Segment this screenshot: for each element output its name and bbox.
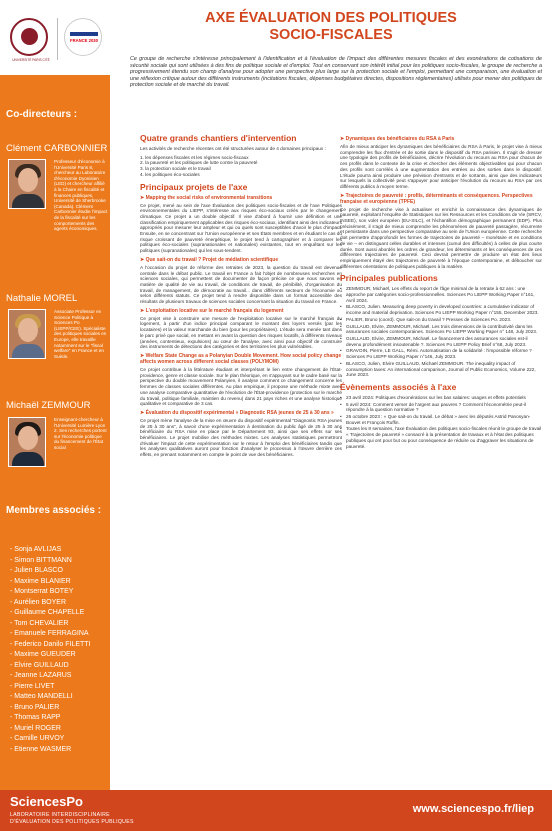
member-item: - Sonja AVLIJAS: [10, 545, 91, 556]
member-item: - Maxime GUEUDER: [10, 650, 91, 661]
publications-list: [340, 286, 542, 378]
project-title: ➤ Mapping the social risks of environmental transitions: [140, 195, 342, 201]
logo-divider: [57, 18, 58, 60]
member-item: - Bruno PALIER: [10, 703, 91, 714]
member-item: - Guillaume CHAPELLE: [10, 608, 91, 619]
project-text: Afin de mieux anticiper les dynamiques des bénéficiaires du RSA à Paris, le projet vise à mieux comprendre les flux d'entrée et de sortie dans le dispositif du RSA parisien. Il s'agit de dresser une typologie des profils de bénéficiaires, décrire l'évolution du recours au RSA pour chacun de ces profils dans le contexte de la crise et chercher des éléments objectivables qui pour chacun des profils sont corrélés à une augmentation des entrées ou des sorties dans le dispositif. L'étude pourra ainsi produire une prévision d'entrants et de sortants, ainsi que des indicateurs sur lesquels la collectivité peut s'appuyer pour anticiper l'évolution du recours au RSA par ces différents publics à moyen terme.: [340, 144, 542, 189]
member-item: - Etienne WASMER: [10, 745, 91, 756]
chantiers-list: [140, 155, 342, 178]
logos-area: [0, 0, 110, 75]
director-photo: [8, 309, 46, 359]
director-photo: [8, 159, 46, 209]
list-item: 2. la pauvreté et les politiques de lutte contre la pauvreté: [140, 160, 258, 166]
director-name: Nathalie MOREL: [6, 293, 78, 304]
member-item: - Federico Danilo FILETTI: [10, 640, 91, 651]
list-item: 1. les dépenses fiscales et les régimes socio-fiscaux: [140, 154, 249, 160]
list-item: • 26 octobre 2023 : « Que sait-on du travail. Le débat » avec les députés Astrid Panosyan-Bouvet et François Ruffin.: [340, 414, 542, 425]
list-item: • GUILLAUD, Elvire, ZEMMOUR, Michaël. Les trois dimensions de la contributivité dans les assurances sociales contemporaines. Sciences Po LIEPP Working Paper n° 148, July 2023.: [340, 324, 542, 335]
member-item: - Thomas RAPP: [10, 713, 91, 724]
list-item: • Toutes les 8 semaines, l'axe Évaluation des politiques socio-fiscales réunit le groupe de travail « Trajectoires de pauvreté » consacré à la présentation de travaux et à l'état des politiques publiques qui ont pour but ou pour conséquence de réduire ou d'aggraver les situations de pauvreté.: [340, 426, 542, 449]
project-title: ➤ L'exploitation locative sur le marché français du logement: [140, 308, 342, 314]
lab-name-line2: D'ÉVALUATION DES POLITIQUES PUBLIQUES: [10, 819, 134, 825]
project-text: Ce projet vise à construire une mesure de l'exploitation locative sur le marché français du logement, à partir d'un indice principal comparant le montant des loyers versés (par les locataires) et la valeur marchande du bien (pour les propriétaires). L'étude sera menée tant dans le parc privé que social, en mettant en avant la question des risques locatifs, à différents niveaux (années, contentieux, expulsions) au cœur de l'analyse, avec ainsi pour objectif de construire des instruments de détections des catégories et des territoires les plus vulnérables.: [140, 315, 342, 350]
list-item: • PALIER, Bruno (coord). Que sait-on du travail ? Presses de Sciences Po. 2023.: [340, 317, 542, 323]
university-logo: UNIVERSITÉ PARIS CITÉ: [10, 18, 48, 56]
list-item: 4. les politiques éco-sociales: [140, 171, 200, 177]
member-item: - Camille URVOY: [10, 734, 91, 745]
publications-heading: Principales publications: [340, 273, 438, 284]
member-item: - Maxime BLANIER: [10, 577, 91, 588]
france-2030-logo: FRANCE 2030: [64, 18, 102, 56]
director-bio: Professeur d'économie à l'Université Paris 8, chercheur au Laboratoire d'économie Dyonisien (LED) et chercheur affilié à la Chaire en fiscalité et finances publiques, Université de Sherbrooke (Canada). Clément Carbonnier étudie l'impact de la fiscalité sur les comportements des agents économiques.: [54, 159, 108, 232]
footer: [0, 790, 552, 831]
right-column: [340, 133, 542, 450]
list-item: • GRAVOIN, Pierre, LE GALL, Rémi. Automatisation de la solidarité : l'impossible réforme ? Sciences Po LIEPP Working Paper n°146, July 2023.: [340, 348, 542, 359]
project-text: Ce projet mène l'analyse de la mise en œuvre du dispositif expérimental "Diagnostic RSA jeunes de 25 à 30 ans", à savoir d'une expérimentation à destination du public âgé de 25 à 30 ans bénéficiaire du RSA mise en place par le Département 93, ainsi que ses effets sur ses bénéficiaires. Le projet mobilise des méthodes mixtes. Les analyses statistiques permettront d'évaluer l'impact de cette expérimentation sur le retour à l'emploi des bénéficiaires tandis que les analyses qualitatives auront pour fonction d'analyser le processus à l'œuvre derrière ces effets, en prenant notamment en compte le point de vue des bénéficiaires.: [140, 417, 342, 458]
member-item: - Matteo MANDELLI: [10, 692, 91, 703]
member-item: - Muriel ROGER: [10, 724, 91, 735]
member-item: - Julien BLASCO: [10, 566, 91, 577]
list-item: • 23 avril 2024: Politiques d'exonérations sur les bas salaires: usages et effets potentiels: [340, 395, 542, 401]
list-item: • 5 avril 2024: Comment verser de l'argent aux pauvres ? Comment l'économétrie peut-il répondre à la question normative ?: [340, 402, 542, 413]
member-item: - Jeanne LAZARUS: [10, 671, 91, 682]
member-item: - Tom CHEVALIER: [10, 619, 91, 630]
sciencespo-logo: SciencesPo: [10, 794, 83, 809]
lab-name-line1: LABORATOIRE INTERDISCIPLINAIRE: [10, 812, 110, 818]
list-item: • ZEMMOUR, Michaël, Les effets du report de l'âge minimal de la retraite à 62 ans : une approche par catégories socio-professionnelles. Sciences Po LIEPP Working Paper n°161, Avril 2024.: [340, 286, 542, 303]
list-item: • BLASCO, Julien, Elvire GUILLAUD, Michaël ZEMMOUR. The inequality impact of consumption taxes: An international comparison, Journal of Public Economics, Volume 222, June 2023.: [340, 361, 542, 378]
director-bio: Associate Professor en Science Politique à Sciences Po (LIEPP/CEE). Spécialiste des politiques sociales en Europe, elle travaille notamment sur le "fiscal welfare" en France et en Suède.: [54, 309, 107, 359]
member-item: - Aurélien BOYER: [10, 598, 91, 609]
intro-paragraph: Ce groupe de recherche s'intéresse principalement à l'identification et à l'évaluation de l'impact des différentes mesures fiscales et des exonérations de cotisations de sécurité sociale qui sont utilisées à des fins de politique sociale et d'emploi. Tout en conservant son intérêt initial pour les politiques socio-fiscales, le groupe de recherche a progressivement étendu son champ d'analyse pour adopter une perspective plus large sur la protection sociale et l'emploi, permettant une comparaison, une évaluation et une réflexion critique autour des différents instruments (incitations fiscales, dépenses budgétaires directes, dispositions réglementaires) utilisés pour mener des politiques de protection sociale et de marché du travail.: [130, 56, 543, 89]
director-name: Michaël ZEMMOUR: [6, 400, 91, 411]
project-text: Ce projet contribue à la littérature étudiant et interprétant le lien entre changement de l'État-providence, genre et classe sociale. Sur le plan théorique, en s'appuyant sur le cadre basé sur la perspective du double mouvement Polanyien, il analyse comment ce changement concerne les femmes de classes sociales différentes. Au plan empirique, il propose une méthode mixte avec une analyse comparative quantitative de l'évolution de l'État-providence (protection sur le marché du travail, politique familiale, maintien du revenu) dans 21 pays riches et une analyse historique qualitative et comparative de 3 cas.: [140, 366, 342, 407]
projects-heading: Principaux projets de l'axe: [140, 181, 248, 192]
project-title: ➤ Que sait-on du travail ? Projet de médiation scientifique: [140, 257, 342, 263]
project-title: ➤ Évaluation du dispositif expérimental « Diagnostic RSA jeunes de 25 à 30 ans »: [140, 410, 342, 416]
project-text: Ce projet, mené au sein de l'axe Évaluation des politiques socio-fiscales et de l'axe Politiques environnementales du LIEPP, s'intéresse aux risques éco-sociaux créés par le changement climatique. Ce projet a un double objectif. Il vise d'abord à fournir une définition et une classification empiriquement applicables des risques éco-sociaux, identifiant ainsi des indicateurs appropriés pour mesurer leur ampleur et qui ou quels sont susceptibles d'avoir le plus d'impact. Ensuite, en se concentrant sur l'Union européenne et ses États membres et en étudiant le cas du risque croissant de pauvreté énergétique, le projet tend à cartographier et à comparer les politiques éco-sociales (supranationales et nationales) existantes, tout en enquêtant sur les politiques (supranationales) qui les sous-tendent.: [140, 202, 342, 254]
project-text: A l'occasion du projet de réforme des retraites de 2023, la question du travail est devenue centrale dans le débat public. Le travail en France a fait l'objet de nombreuses recherches en sciences sociales, qui permettent de documenter de façon précise ce que nous savons en matière de qualité de vie au travail, de conditions de travail, de pénibilité, d'organisation du travail, de management, de démocratie au travail... dans différents secteurs de l'économie ou selon différents statuts. Ce projet tend à rendre disponible dans un format accessible des résultats de plusieurs travaux de sciences sociales concernant la situation du travail en France.: [140, 264, 342, 305]
chantiers-intro: Les activités de recherche récentes ont été structurées autour de 4 domaines principaux :: [140, 146, 326, 151]
events-heading: Évènements associés à l'axe: [340, 381, 457, 392]
left-column: [140, 133, 342, 461]
page-title: AXE ÉVALUATION DES POLITIQUES SOCIO-FISCALES: [205, 10, 457, 43]
events-list: [340, 395, 542, 449]
list-item: • BLASCO, Julien. Measuring deep poverty in developed countries: a cumulative indicator of income and material deprivation. Sciences Po LIEPP Working Paper n°155, December 2023.: [340, 304, 542, 315]
member-item: - Emanuele FERRAGINA: [10, 629, 91, 640]
project-text: Ce projet de recherche vise à actualiser et enrichir la connaissance des dynamiques de pauvreté, exploitant l'enquête de Statistiques sur les Ressources et les Conditions de Vie (SRCV, INSEE), son volet européen (EU-SILC), et l'échantillon démographique permanent (EDP). Plus précisément, il s'agit de mieux comprendre les phénomènes de pauvreté passagère, récurrente et persistante dans une perspective comparative au sein de l'Union européenne. Cette recherche doit permettre d'approfondir les formes de trajectoires de pauvreté – monétaire et en conditions de vie – en distinguant celles durables et intenses (cumul des difficultés) à celles de plus courte durée. Sont aussi abordés les ordres de grandeur, les déterminants et les conséquences de ces différentes trajectoires de pauvreté. Ceci devrait permettre de produire un état des lieux empiriquement étayé des trajectoires de pauvreté à l'époque contemporaine, et déboucher sur différentes orientations de politiques publiques à la matière.: [340, 206, 542, 269]
project-title: ➤ Trajectoires de pauvreté : profils, déterminants et conséquences. Perspectives française et européenne (TPFE): [340, 193, 542, 205]
sidebar: [0, 0, 110, 790]
project-title: ➤ Dynamiques des bénéficiaires du RSA à Paris: [340, 136, 542, 142]
project-title: ➤ Welfare State Change as a Polanyian Double Movement. How social policy change affects women across different social classes (POLYMOM): [140, 353, 342, 365]
list-item: • GUILLAUD, Elvire, ZEMMOUR, Michaël. Le financement des assurances sociales est-il devenu profondément insoutenable ?. Sciences Po LIEPP Policy Brief n°68, July 2023.: [340, 336, 542, 347]
director-name: Clément CARBONNIER: [6, 143, 108, 154]
director-bio: Enseignant-chercheur à l'Université Lumière Lyon 2. Ses recherches portent sur l'économie politique du financement de l'État social: [54, 417, 107, 450]
member-item: - Montserrat BOTEY: [10, 587, 91, 598]
member-item: - Elvire GUILLAUD: [10, 661, 91, 672]
codirectors-heading: Co-directeurs :: [6, 109, 78, 120]
list-item: 3. la protection sociale et le travail: [140, 166, 211, 172]
director-photo: [8, 417, 46, 467]
website-link[interactable]: www.sciencespo.fr/liep: [412, 803, 534, 815]
member-item: - Simon BITTMANN: [10, 556, 91, 567]
members-heading: Membres associés :: [6, 505, 102, 516]
member-item: - Pierre LIVET: [10, 682, 91, 693]
chantiers-heading: Quatre grands chantiers d'intervention: [140, 133, 297, 143]
members-list: [10, 545, 91, 755]
